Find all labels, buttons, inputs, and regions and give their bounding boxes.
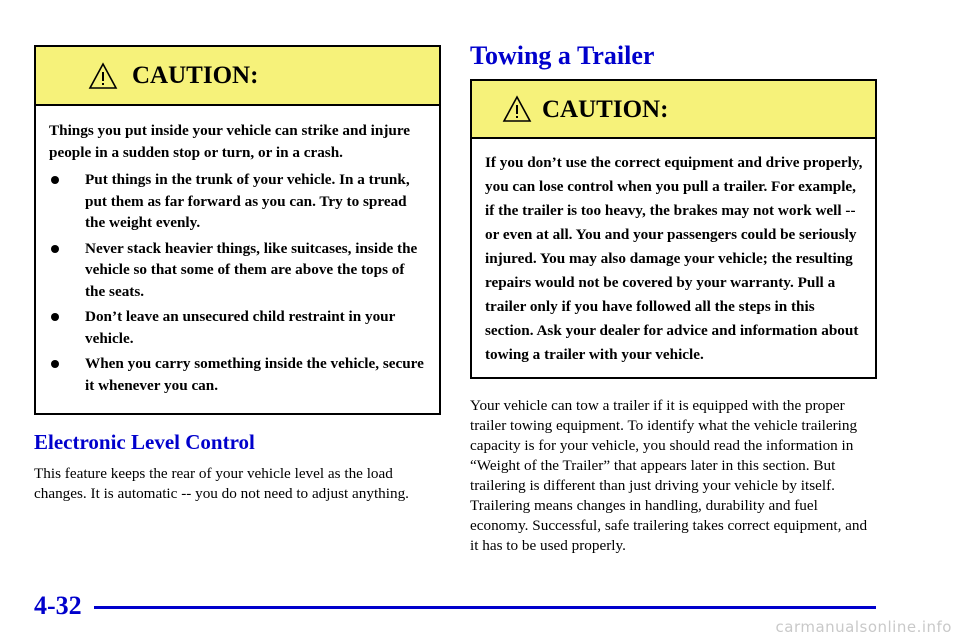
bullet-icon — [51, 245, 59, 253]
caution-box-cargo — [34, 45, 441, 415]
bullet-text: Put things in the trunk of your vehicle. In a trunk, put them as far forward as you can. Try to spread the weight evenly. — [85, 171, 410, 231]
caution-title: CAUTION: — [132, 62, 259, 89]
list-item — [49, 169, 427, 234]
bullet-icon — [51, 313, 59, 321]
section-heading-towing-a-trailer: Towing a Trailer — [470, 41, 655, 70]
footer-divider — [94, 606, 876, 609]
electronic-level-control-text: This feature keeps the rear of your vehicle level as the load changes. It is automatic -- you do not need to adjust anything. — [34, 465, 409, 502]
caution-header — [472, 81, 875, 139]
list-item — [49, 306, 427, 349]
section-heading-electronic-level-control: Electronic Level Control — [34, 430, 255, 454]
bullet-text: When you carry something inside the vehicle, secure it whenever you can. — [85, 355, 424, 394]
caution-box-towing — [470, 79, 877, 379]
warning-triangle-icon — [88, 62, 118, 90]
caution-intro: Things you put inside your vehicle can strike and injure people in a sudden stop or turn, or in a crash. — [49, 122, 411, 161]
bullet-icon — [51, 360, 59, 368]
watermark: carmanualsonline.info — [775, 618, 952, 636]
caution-header — [36, 47, 439, 106]
caution-bullet-list — [49, 169, 427, 396]
bullet-icon — [51, 176, 59, 184]
bullet-text: Never stack heavier things, like suitcases, inside the vehicle so that some of them are above the tops of the seats. — [85, 239, 418, 300]
list-item — [49, 353, 427, 396]
list-item — [49, 238, 427, 303]
towing-text: Your vehicle can tow a trailer if it is equipped with the proper trailer towing equipment. To identify what the vehicle trailering capacity is for your vehicle, you should read the information in “Weight of the Trailer” that appears later in this section. But trailering is different than just driving your vehicle by itself. Trailering means changes in handling, durability and fuel economy. Successful, safe trailering takes correct equipment, and it has to be used properly. — [470, 397, 868, 554]
caution-body — [36, 106, 439, 396]
page-number: 4-32 — [34, 591, 82, 620]
bullet-text: Don’t leave an unsecured child restraint in your vehicle. — [85, 308, 396, 347]
caution-body: If you don’t use the correct equipment and drive properly, you can lose control when you pull a trailer. For example, if the trailer is too heavy, the brakes may not work well -- or even at all. You and your passengers could be seriously injured. You may also damage your vehicle; the resulting repairs would not be covered by your warranty. Pull a trailer only if you have followed all the steps in this section. Ask your dealer for advice and information about towing a trailer with your vehicle. — [485, 154, 863, 363]
warning-triangle-icon — [502, 95, 532, 123]
caution-title: CAUTION: — [542, 95, 669, 123]
